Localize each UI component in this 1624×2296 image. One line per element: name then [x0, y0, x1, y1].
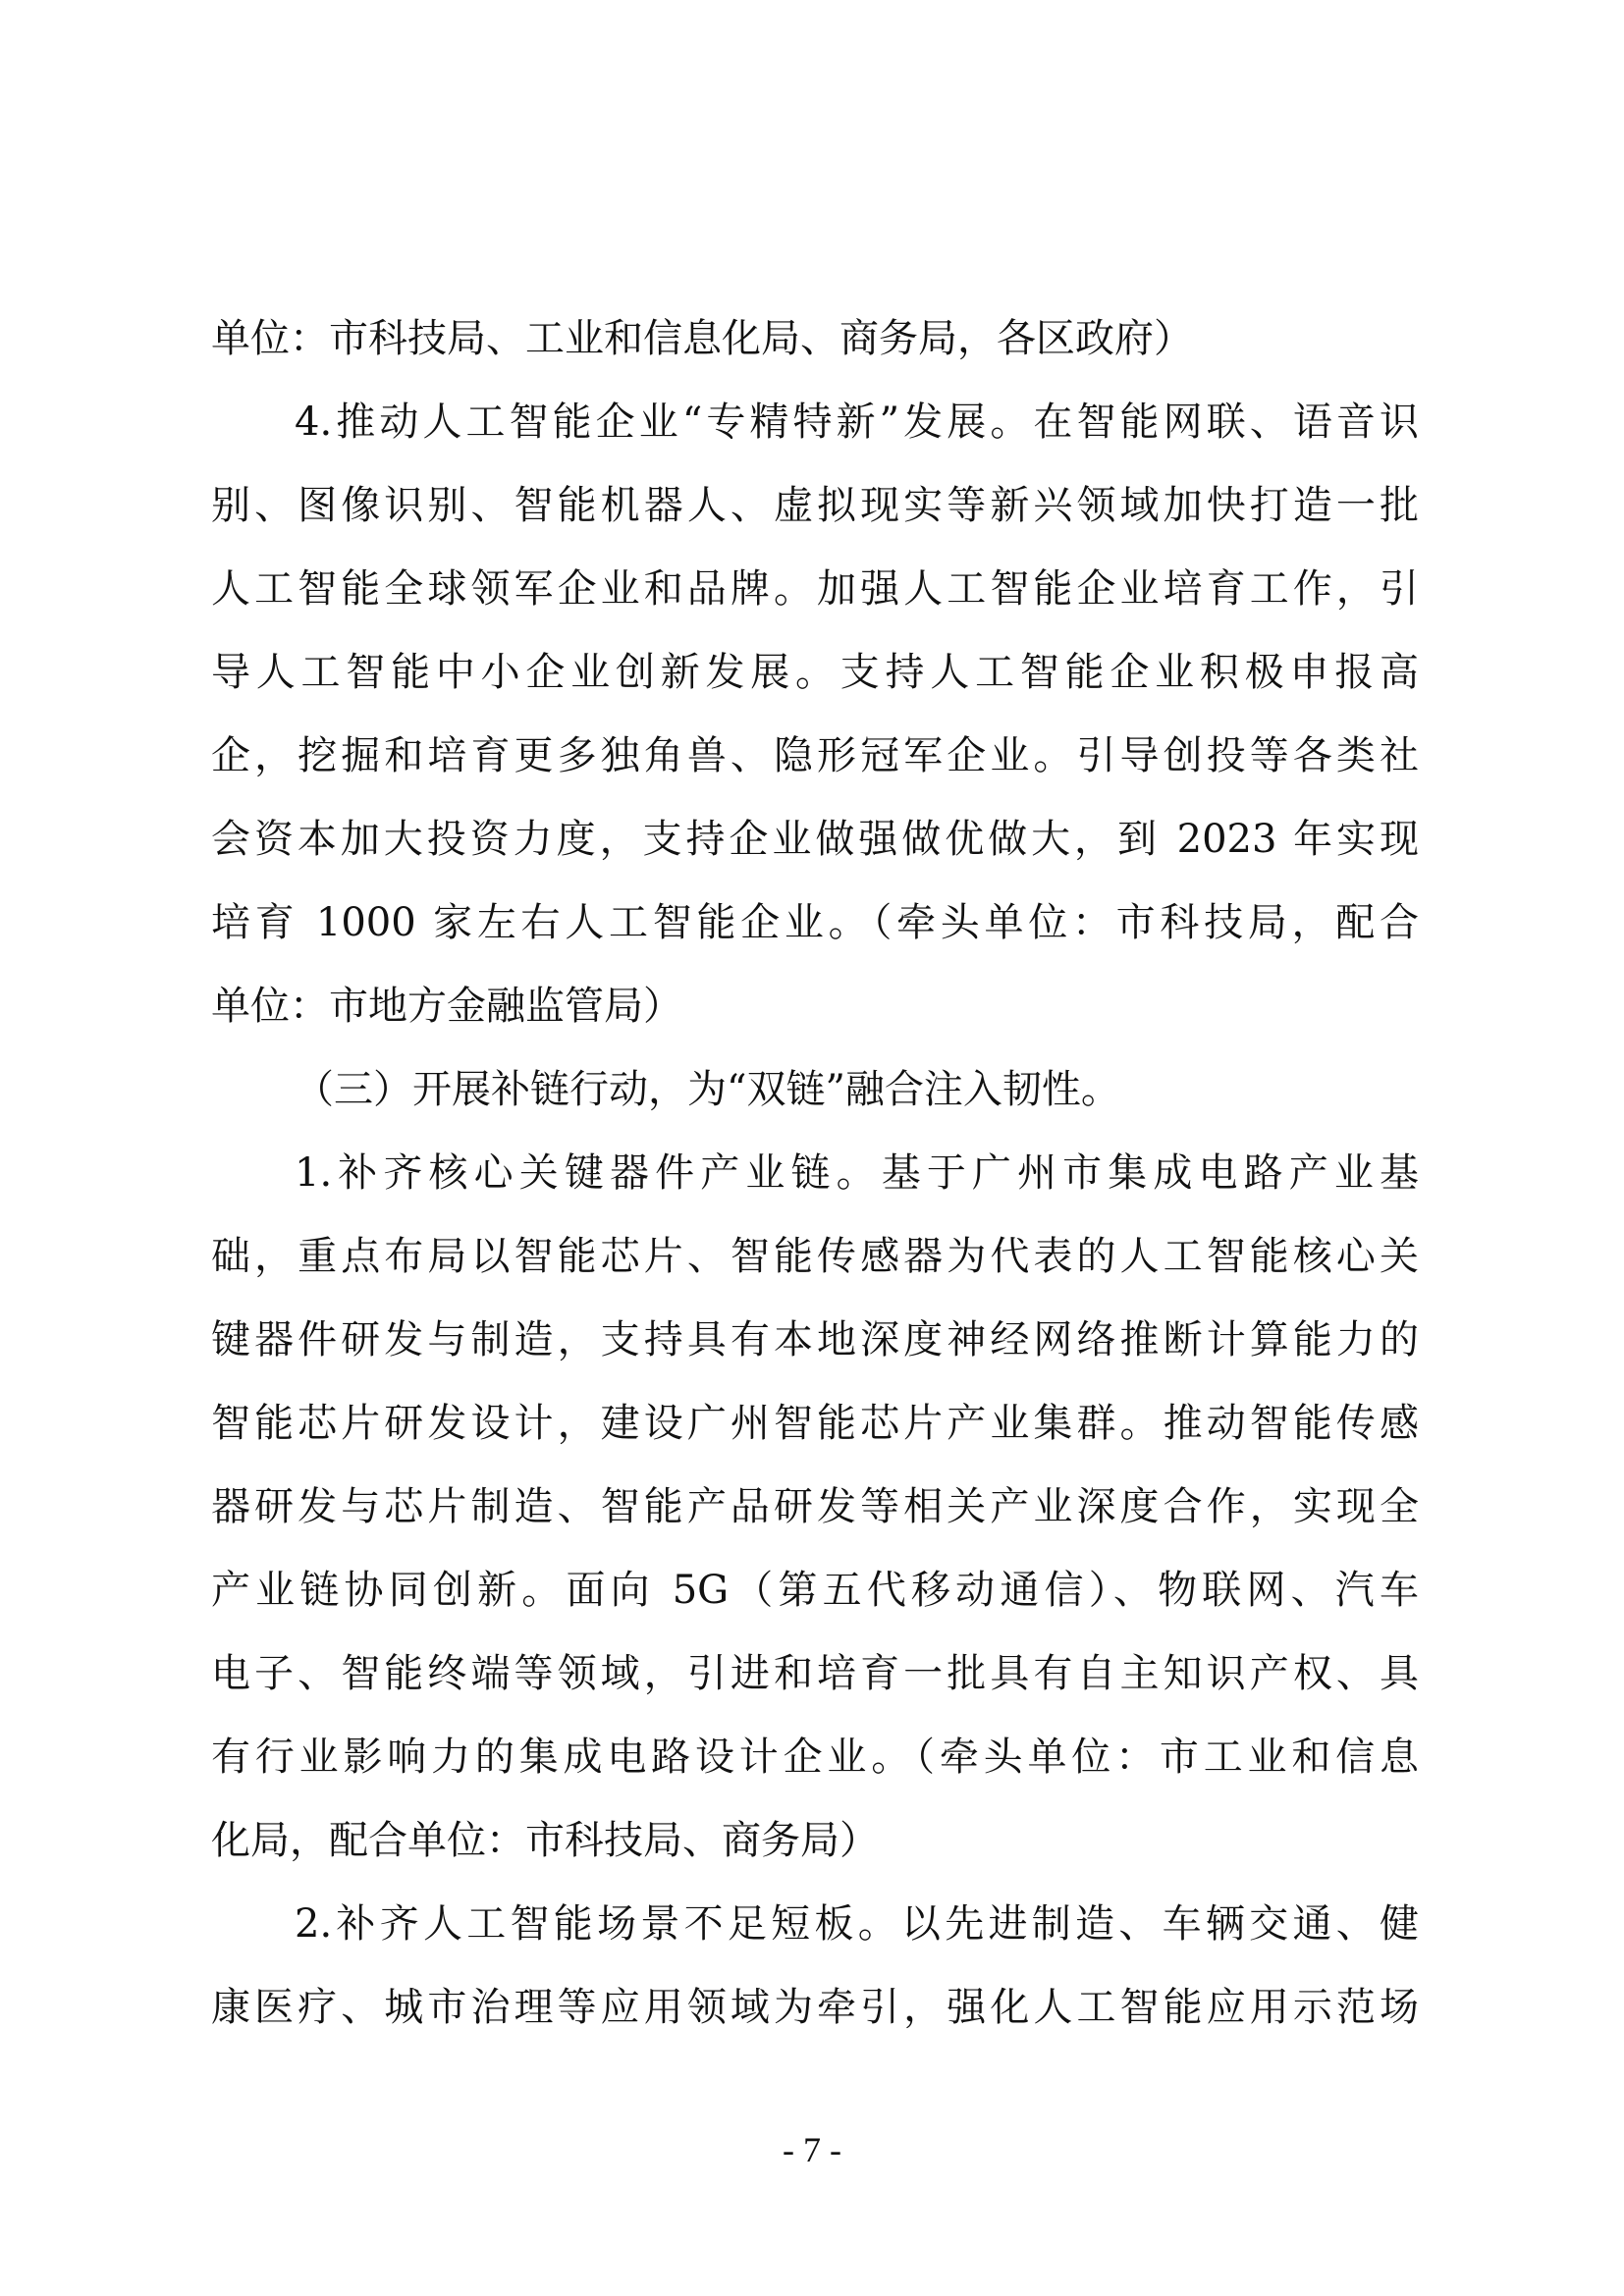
text-line: 人工智能全球领军企业和品牌。加强人工智能企业培育工作，引 — [211, 566, 1419, 612]
text-line: 2.补齐人工智能场景不足短板。以先进制造、车辆交通、健 — [295, 1901, 1419, 1947]
text-line: 器研发与芯片制造、智能产品研发等相关产业深度合作，实现全 — [211, 1484, 1419, 1529]
text-line: 键器件研发与制造，支持具有本地深度神经网络推断计算能力的 — [211, 1317, 1419, 1362]
text-line: 产业链协同创新。面向 5G（第五代移动通信）、物联网、汽车 — [211, 1568, 1419, 1613]
section-heading: （三）开展补链行动，为“双链”融合注入韧性。 — [295, 1067, 1120, 1112]
text-line: 单位：市科技局、工业和信息化局、商务局，各区政府） — [211, 316, 1193, 361]
text-line: 4.推动人工智能企业“专精特新”发展。在智能网联、语音识 — [295, 400, 1419, 445]
text-line: 康医疗、城市治理等应用领域为牵引，强化人工智能应用示范场 — [211, 1985, 1419, 2030]
page-number: - 7 - — [783, 2130, 841, 2169]
text-line: 智能芯片研发设计，建设广州智能芯片产业集群。推动智能传感 — [211, 1401, 1419, 1446]
text-line: 有行业影响力的集成电路设计企业。（牵头单位：市工业和信息 — [211, 1735, 1419, 1780]
text-line: 别、图像识别、智能机器人、虚拟现实等新兴领域加快打造一批 — [211, 483, 1419, 528]
text-line: 1.补齐核心关键器件产业链。基于广州市集成电路产业基 — [295, 1150, 1419, 1196]
text-line: 化局，配合单位：市科技局、商务局） — [211, 1818, 879, 1863]
text-line: 培育 1000 家左右人工智能企业。（牵头单位：市科技局，配合 — [211, 900, 1419, 945]
text-line: 企，挖掘和培育更多独角兽、隐形冠军企业。引导创投等各类社 — [211, 733, 1419, 778]
text-line: 导人工智能中小企业创新发展。支持人工智能企业积极申报高 — [211, 650, 1419, 695]
text-line: 会资本加大投资力度，支持企业做强做优做大，到 2023 年实现 — [211, 817, 1419, 862]
text-line: 电子、智能终端等领域，引进和培育一批具有自主知识产权、具 — [211, 1651, 1419, 1696]
text-line: 础，重点布局以智能芯片、智能传感器为代表的人工智能核心关 — [211, 1234, 1419, 1279]
text-line: 单位：市地方金融监管局） — [211, 984, 682, 1029]
